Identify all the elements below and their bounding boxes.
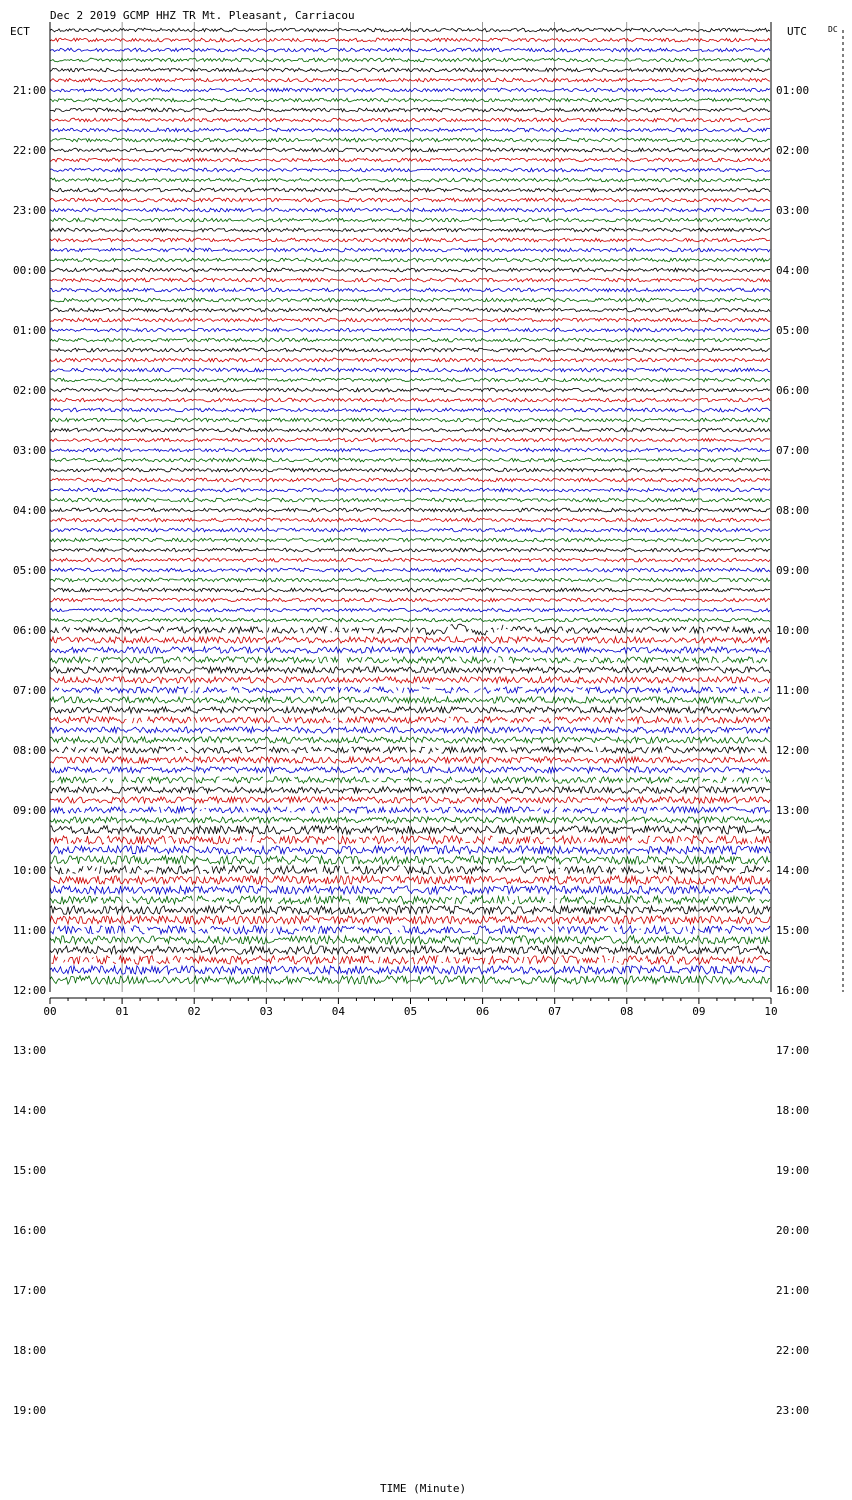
seismic-trace	[50, 916, 770, 924]
trace-group	[50, 28, 770, 984]
seismic-trace	[50, 876, 770, 884]
x-axis-label: TIME (Minute)	[380, 1482, 467, 1495]
seismic-trace	[50, 707, 770, 713]
x-tick-label: 09	[692, 1005, 706, 1018]
seismic-trace	[50, 608, 770, 612]
seismic-trace	[50, 836, 770, 844]
left-hour-label: 23:00	[13, 204, 47, 217]
x-tick-label: 01	[115, 1005, 129, 1018]
seismic-trace	[50, 158, 770, 162]
seismic-trace	[50, 787, 770, 793]
right-hour-label: 19:00	[776, 1164, 810, 1177]
seismic-trace	[50, 358, 770, 362]
right-hour-label: 01:00	[776, 84, 810, 97]
right-hour-label: 14:00	[776, 864, 810, 877]
seismic-trace	[50, 578, 770, 582]
left-hour-label: 06:00	[13, 624, 47, 637]
seismic-trace	[50, 218, 770, 222]
seismic-trace	[50, 268, 770, 272]
seismic-trace	[50, 817, 770, 823]
seismic-trace	[50, 338, 770, 342]
seismic-trace	[50, 677, 770, 683]
right-hour-label: 02:00	[776, 144, 810, 157]
seismic-trace	[50, 906, 770, 914]
seismic-trace	[50, 498, 770, 502]
seismic-trace	[50, 637, 770, 643]
left-hour-label: 01:00	[13, 324, 47, 337]
right-hour-label: 22:00	[776, 1344, 810, 1357]
seismic-trace	[50, 458, 770, 462]
left-hour-label: 21:00	[13, 84, 47, 97]
seismic-trace	[50, 248, 770, 252]
seismic-trace	[50, 368, 770, 372]
right-hour-label: 05:00	[776, 324, 810, 337]
seismic-trace	[50, 508, 770, 512]
seismic-trace	[50, 976, 770, 984]
seismic-trace	[50, 966, 770, 974]
seismic-trace	[50, 78, 770, 82]
seismic-trace	[50, 188, 770, 192]
left-hour-label: 16:00	[13, 1224, 47, 1237]
right-hour-label: 07:00	[776, 444, 810, 457]
left-hour-label: 09:00	[13, 804, 47, 817]
seismic-trace	[50, 767, 770, 773]
seismic-trace	[50, 488, 770, 492]
seismic-trace	[50, 468, 770, 472]
left-hour-label: 15:00	[13, 1164, 47, 1177]
x-tick-label: 04	[331, 1005, 346, 1018]
seismic-trace	[50, 388, 770, 392]
right-hour-label: 03:00	[776, 204, 810, 217]
seismic-trace	[50, 108, 770, 112]
right-hour-label: 21:00	[776, 1284, 810, 1297]
seismic-trace	[50, 737, 770, 743]
seismic-trace	[50, 118, 770, 122]
left-hour-label: 12:00	[13, 984, 47, 997]
seismic-trace	[50, 518, 770, 522]
seismic-trace	[50, 48, 770, 52]
seismic-trace	[50, 68, 770, 72]
seismic-trace	[50, 777, 770, 783]
x-tick-label: 03	[259, 1005, 273, 1018]
x-tick-label: 00	[43, 1005, 57, 1018]
seismic-trace	[50, 846, 770, 854]
right-hour-label: 16:00	[776, 984, 810, 997]
seismic-trace	[50, 866, 770, 874]
left-hour-label: 02:00	[13, 384, 47, 397]
seismic-trace	[50, 288, 770, 292]
left-hour-label: 07:00	[13, 684, 47, 697]
right-hour-label: 11:00	[776, 684, 810, 697]
right-hour-label: 18:00	[776, 1104, 810, 1117]
right-hour-label: 13:00	[776, 804, 810, 817]
left-hour-label: 05:00	[13, 564, 47, 577]
seismic-trace	[50, 886, 770, 894]
seismic-trace	[50, 258, 770, 262]
seismic-trace	[50, 28, 770, 32]
left-hour-label: 19:00	[13, 1404, 47, 1417]
x-tick-label: 07	[548, 1005, 562, 1018]
left-hour-label: 13:00	[13, 1044, 47, 1057]
axis-group	[13, 22, 809, 1417]
right-hour-label: 04:00	[776, 264, 810, 277]
seismic-trace	[50, 328, 770, 332]
seismic-trace	[50, 926, 770, 934]
seismic-trace	[50, 148, 770, 152]
right-hour-label: 17:00	[776, 1044, 810, 1057]
seismic-trace	[50, 757, 770, 763]
seismic-trace	[50, 568, 770, 572]
seismic-trace	[50, 138, 770, 142]
seismic-trace	[50, 896, 770, 904]
x-tick-label: 02	[187, 1005, 201, 1018]
seismic-trace	[50, 88, 770, 92]
seismic-trace	[50, 618, 770, 622]
seismic-trace	[50, 588, 770, 592]
chart-title: Dec 2 2019 GCMP HHZ TR Mt. Pleasant, Carriacou	[50, 9, 355, 22]
seismic-trace	[50, 408, 770, 412]
left-hour-label: 10:00	[13, 864, 47, 877]
seismic-trace	[50, 598, 770, 602]
right-hour-label: 15:00	[776, 924, 810, 937]
seismic-trace	[50, 58, 770, 62]
seismic-trace	[50, 558, 770, 562]
seismic-trace	[50, 308, 770, 312]
seismic-trace	[50, 448, 770, 452]
seismic-trace	[50, 178, 770, 182]
left-hour-label: 04:00	[13, 504, 47, 517]
seismic-trace	[50, 528, 770, 532]
right-hour-label: 23:00	[776, 1404, 810, 1417]
seismic-trace	[50, 378, 770, 382]
seismic-trace	[50, 438, 770, 442]
seismic-trace	[50, 98, 770, 102]
seismic-trace	[50, 318, 770, 322]
seismic-trace	[50, 624, 770, 635]
seismic-trace	[50, 38, 770, 42]
seismic-trace	[50, 208, 770, 212]
seismic-trace	[50, 856, 770, 864]
seismic-trace	[50, 418, 770, 422]
seismic-trace	[50, 398, 770, 402]
left-hour-label: 18:00	[13, 1344, 47, 1357]
seismic-trace	[50, 657, 770, 663]
right-hour-label: 10:00	[776, 624, 810, 637]
seismic-trace	[50, 667, 770, 673]
right-hour-label: 06:00	[776, 384, 810, 397]
seismic-trace	[50, 128, 770, 132]
left-hour-label: 22:00	[13, 144, 47, 157]
left-axis-label: ECT	[10, 25, 30, 38]
corner-label: DC	[828, 25, 838, 34]
left-hour-label: 08:00	[13, 744, 47, 757]
seismic-trace	[50, 348, 770, 352]
seismic-trace	[50, 278, 770, 282]
x-tick-label: 10	[764, 1005, 778, 1018]
seismic-trace	[50, 478, 770, 482]
left-hour-label: 14:00	[13, 1104, 47, 1117]
seismic-trace	[50, 238, 770, 242]
right-axis-label: UTC	[787, 25, 807, 38]
seismic-trace	[50, 946, 770, 954]
right-hour-label: 12:00	[776, 744, 810, 757]
x-tick-label: 06	[475, 1005, 490, 1018]
seismic-trace	[50, 538, 770, 542]
seismic-trace	[50, 807, 770, 813]
right-hour-label: 08:00	[776, 504, 810, 517]
minute-grid	[122, 22, 699, 992]
seismic-trace	[50, 228, 770, 232]
seismic-trace	[50, 168, 770, 172]
left-hour-label: 03:00	[13, 444, 47, 457]
seismic-trace	[50, 548, 770, 552]
seismic-trace	[50, 727, 770, 733]
seismic-trace	[50, 647, 770, 653]
seismic-trace	[50, 936, 770, 944]
right-hour-label: 09:00	[776, 564, 810, 577]
left-hour-label: 00:00	[13, 264, 47, 277]
seismic-trace	[50, 747, 770, 753]
seismic-trace	[50, 198, 770, 202]
seismic-trace	[50, 826, 770, 834]
seismic-trace	[50, 697, 770, 703]
x-tick-label: 08	[620, 1005, 634, 1018]
left-hour-label: 17:00	[13, 1284, 47, 1297]
left-hour-label: 11:00	[13, 924, 47, 937]
seismic-trace	[50, 298, 770, 302]
right-hour-label: 20:00	[776, 1224, 810, 1237]
seismic-trace	[50, 428, 770, 432]
seismic-trace	[50, 717, 770, 723]
seismic-trace	[50, 797, 770, 803]
x-tick-label: 05	[403, 1005, 418, 1018]
